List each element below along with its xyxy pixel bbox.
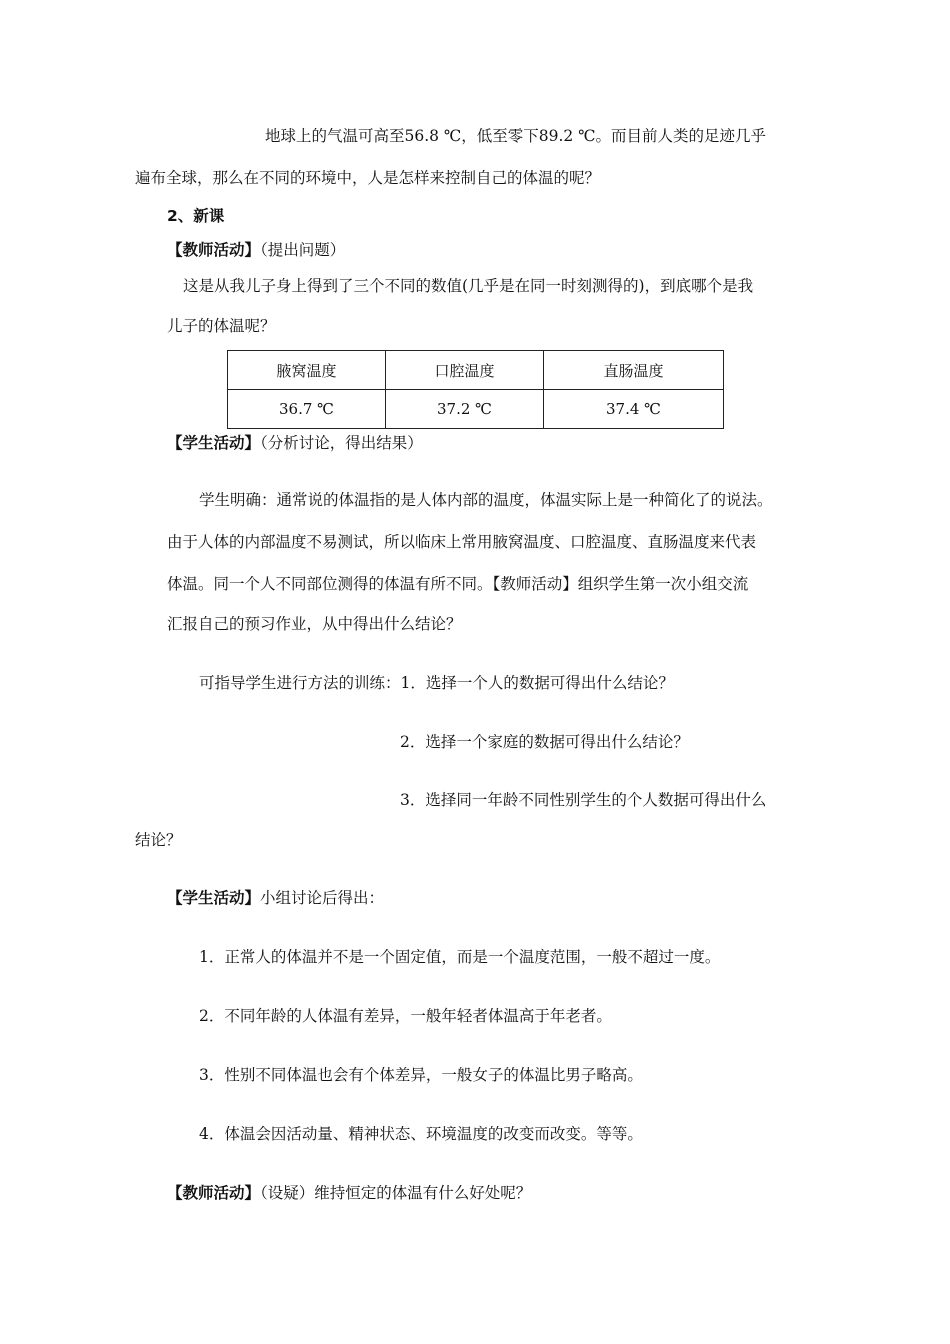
guidance-item-3-cont: 结论？: [135, 831, 182, 849]
table-header-cell: 口腔温度: [386, 351, 544, 390]
clarify-line-3: 体温。同一个人不同部位测得的体温有所不同。【教师活动】组织学生第一次小组交流: [167, 575, 749, 593]
question-line-2: 儿子的体温呢？: [167, 317, 276, 335]
guidance-item-2: 2．选择一个家庭的数据可得出什么结论？: [400, 733, 689, 751]
guidance-item-3: 3．选择同一年龄不同性别学生的个人数据可得出什么: [400, 791, 767, 809]
student-activity-tag: 【学生活动】: [167, 434, 261, 452]
table-cell: 37.4 ℃: [544, 390, 724, 429]
table-cell: 36.7 ℃: [228, 390, 386, 429]
student-activity-note: （分析讨论，得出结果）: [260, 434, 423, 452]
question-line-1: 这是从我儿子身上得到了三个不同的数值(几乎是在同一时刻测得的)，到底哪个是我: [183, 277, 754, 295]
teacher-final-text: （设疑）维持恒定的体温有什么好处呢？: [260, 1184, 532, 1202]
student-result-header: [167, 891, 384, 907]
table-header-cell: 直肠温度: [544, 351, 724, 390]
temperature-table: [227, 350, 724, 429]
table-row: [228, 390, 724, 429]
result-item-4: 4．体温会因活动量、精神状态、环境温度的改变而改变。等等。: [199, 1125, 643, 1143]
student-result-text: 小组讨论后得出：: [260, 889, 385, 907]
table-header-cell: 腋窝温度: [228, 351, 386, 390]
result-item-3: 3．性别不同体温也会有个体差异，一般女子的体温比男子略高。: [199, 1066, 643, 1084]
result-item-2: 2．不同年龄的人体温有差异，一般年轻者体温高于年老者。: [199, 1007, 612, 1025]
student-activity-tag: 【学生活动】: [167, 889, 261, 907]
clarify-line-2: 由于人体的内部温度不易测试，所以临床上常用腋窝温度、口腔温度、直肠温度来代表: [167, 533, 757, 551]
teacher-activity-note: （提出问题）: [260, 241, 346, 259]
table-header-row: [228, 351, 724, 390]
guidance-lead: 可指导学生进行方法的训练：1．选择一个人的数据可得出什么结论？: [199, 674, 674, 692]
section-heading: 2、新课: [167, 207, 225, 225]
teacher-final-question: [167, 1186, 531, 1202]
intro-line-2: 遍布全球，那么在不同的环境中，人是怎样来控制自己的体温的呢？: [135, 169, 601, 187]
result-item-1: 1．正常人的体温并不是一个固定值，而是一个温度范围，一般不超过一度。: [199, 948, 721, 966]
intro-line-1: 地球上的气温可高至56.8 ℃，低至零下89.2 ℃。而目前人类的足迹几乎: [265, 127, 767, 145]
table-cell: 37.2 ℃: [386, 390, 544, 429]
clarify-line-4: 汇报自己的预习作业，从中得出什么结论？: [167, 615, 462, 633]
clarify-line-1: 学生明确：通常说的体温指的是人体内部的温度，体温实际上是一种简化了的说法。: [199, 491, 773, 509]
teacher-question-header: [167, 243, 345, 259]
teacher-activity-tag: 【教师活动】: [167, 1184, 261, 1202]
student-analysis-header: [167, 436, 423, 452]
teacher-activity-tag: 【教师活动】: [167, 241, 261, 259]
